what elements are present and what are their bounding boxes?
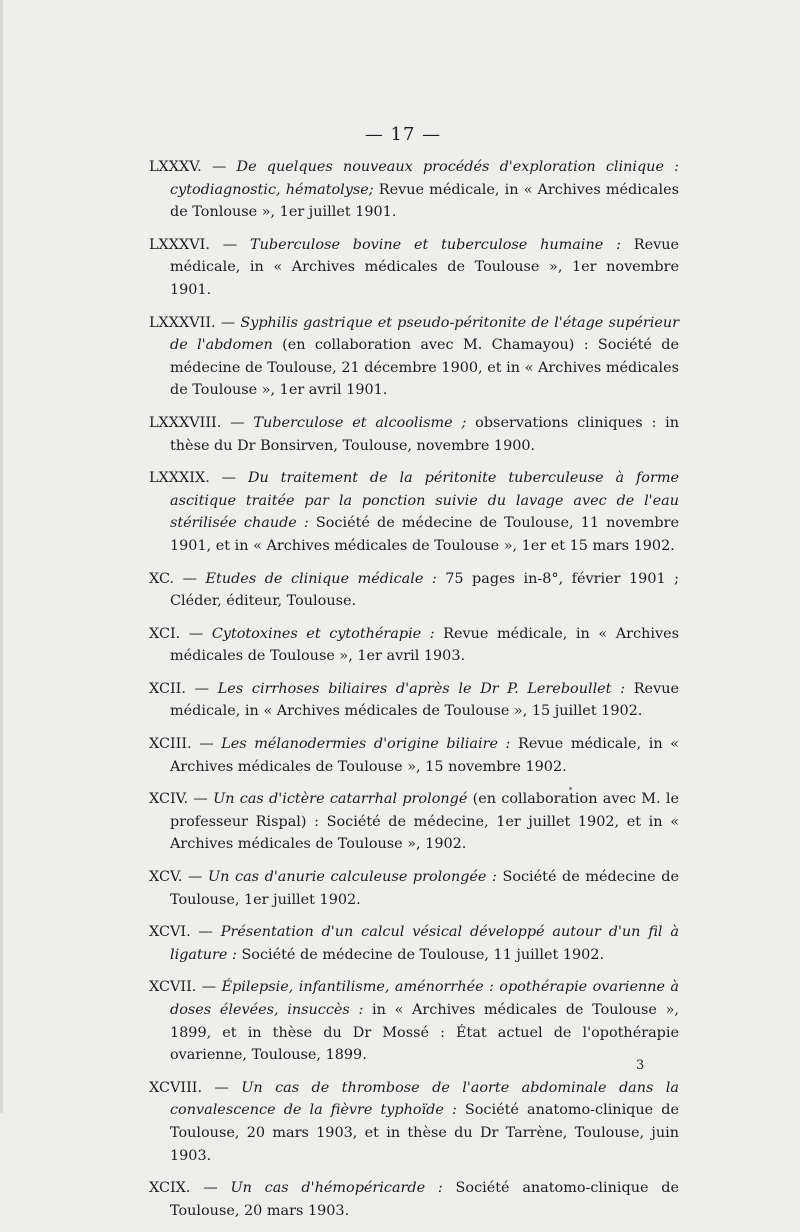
entry-details: Revue médicale, in « Archives médicales de Toulouse », 15 juillet 1902. (170, 680, 679, 720)
entry-number: LXXXV. (149, 159, 202, 175)
entry-details: Revue médicale, in « Archives médicales de Toulouse », 1er novembre 1901. (170, 236, 680, 298)
bibliography-list (149, 156, 679, 1232)
entry-details: 75 pages in-8°, février 1901 ; Cléder, éditeur, Toulouse. (170, 570, 680, 610)
entry-title: Cytotoxines et cytothérapie : (211, 625, 435, 642)
bibliography-entry: LXXXV. — De quelques nouveaux procédés d'exploration clinique : cytodiagnostic, hématolyse; Revue médicale, in « Archives médicales de Tonlouse », 1er juillet 1901. (149, 159, 680, 221)
entry-details: Société de médecine de Toulouse, 11 juillet 1902. (236, 946, 605, 963)
entry-title: Tuberculose bovine et tuberculose humaine : (250, 236, 621, 253)
entry-details: Société de médecine de Toulouse, 1er juillet 1902. (170, 869, 680, 908)
entry-number: XCVII. (149, 979, 197, 996)
bibliography-entry: XC. — Etudes de clinique médicale : 75 pages in-8°, février 1901 ; Cléder, éditeur, Toulouse. (149, 570, 680, 610)
signature-mark: 3 (636, 1058, 645, 1073)
bibliography-entry: XCII. — Les cirrhoses biliaires d'après le Dr P. Lereboullet : Revue médicale, in « Archives médicales de Toulouse », 15 juillet 1902. (149, 680, 679, 720)
bibliography-entry: XCIX. — Un cas d'hémopéricarde : Société anatomo-clinique de Toulouse, 20 mars 1903. (149, 1180, 680, 1219)
bibliography-entry: XCI. — Cytotoxines et cytothérapie : Revue médicale, in « Archives médicales de Toulouse », 1er avril 1903. (149, 625, 679, 665)
entry-number: XCIII. (149, 736, 192, 753)
entry-title: Un cas d'anurie calculeuse prolongée : (208, 869, 497, 886)
entry-title: Un cas d'hémopéricarde : (230, 1180, 443, 1197)
entry-title: Un cas de thrombose de l'aorte abdominale dans la convalescence de la fièvre typhoïde : (170, 1079, 679, 1119)
entry-number: XC. (149, 570, 175, 587)
entry-number: LXXXVIII. (149, 414, 222, 431)
paper-speck (569, 787, 572, 790)
entry-details: in « Archives médicales de Toulouse », 1899, et in thèse du Dr Mossé : État actuel de l'opothérapie ovarienne, Toulouse, 1899. (170, 1002, 679, 1064)
entry-details: Société de médecine de Toulouse, 11 novembre 1901, et in « Archives médicales de Toulouse », 1er et 15 mars 1902. (170, 515, 679, 554)
entry-details: Société anatomo-clinique de Toulouse, 20 mars 1903, et in thèse du Dr Tarrène, Toulouse, juin 1903. (170, 1102, 679, 1164)
entry-title: Syphilis gastrique et pseudo-péritonite de l'étage supérieur de l'abdomen (170, 314, 680, 354)
bibliography-entry: XCVII. — Épilepsie, infantilisme, aménorrhée : opothérapie ovarienne à doses élevées, insuccès : in « Archives médicales de Toulouse », 1899, et in thèse du Dr Mossé : État actuel de l'opothérapie ovarienne, Toulouse, 1899. (149, 979, 680, 1064)
bibliography-entry: LXXXIX. — Du traitement de la péritonite tuberculeuse à forme ascitique traitée par la ponction suivie du lavage avec de l'eau stérilisée chaude : Société de médecine de Toulouse, 11 novembre 1901, et in « Archives médicales de Toulouse », 1er et 15 mars 1902. (149, 470, 679, 554)
entry-title: Épilepsie, infantilisme, aménorrhée : opothérapie ovarienne à doses élevées, insuccès : (170, 979, 680, 1018)
entry-number: XCIX. (149, 1180, 191, 1197)
bibliography-entry: LXXXVI. — Tuberculose bovine et tuberculose humaine : Revue médicale, in « Archives médicales de Toulouse », 1er novembre 1901. (149, 236, 680, 298)
bibliography-entry: XCVI. — Présentation d'un calcul vésical développé autour d'un fil à ligature : Société de médecine de Toulouse, 11 juillet 1902. (149, 924, 679, 963)
entry-number: XCV. (149, 869, 183, 886)
entry-number: XCVI. (149, 924, 191, 941)
entry-title: Présentation d'un calcul vésical développé autour d'un fil à ligature : (170, 924, 679, 963)
entry-details: Revue médicale, in « Archives médicales de Toulouse », 1er avril 1903. (170, 625, 679, 665)
entry-number: XCIV. (149, 791, 189, 808)
entry-title: Tuberculose et alcoolisme ; (253, 414, 467, 431)
entry-details: Revue médicale, in « Archives médicales de Tonlouse », 1er juillet 1901. (170, 181, 679, 221)
entry-title: Les mélanodermies d'origine biliaire : (221, 736, 511, 753)
entry-number: XCI. (149, 625, 181, 642)
bibliography-entry: XCIV. — Un cas d'ictère catarrhal prolongé (en collaboration avec M. le professeur Rispal) : Société de médecine, 1er juillet 1902, et in « Archives médicales de Toulouse », 1902. (149, 791, 679, 853)
entry-title: Un cas d'ictère catarrhal prolongé (213, 791, 468, 808)
page-header-number: — 17 — (364, 124, 442, 145)
entry-title: Les cirrhoses biliaires d'après le Dr P. Lereboullet : (217, 680, 626, 697)
entry-title: De quelques nouveaux procédés d'exploration clinique : cytodiagnostic, hématolyse; (170, 159, 680, 198)
entry-details: Revue médicale, in « Archives médicales de Toulouse », 15 novembre 1902. (170, 736, 679, 775)
entry-details: (en collaboration avec M. Chamayou) : Société de médecine de Toulouse, 21 décembre 1900, et in « Archives médicales de Toulouse », 1er avril 1901. (170, 337, 679, 399)
bibliography-entry: XCV. — Un cas d'anurie calculeuse prolongée : Société de médecine de Toulouse, 1er juillet 1902. (149, 869, 680, 908)
bibliography-entry: LXXXVIII. — Tuberculose et alcoolisme ; observations cliniques : in thèse du Dr Bonsirven, Toulouse, novembre 1900. (149, 414, 679, 454)
entry-details: Société anatomo-clinique de Toulouse, 20 mars 1903. (170, 1180, 680, 1219)
entry-title: Etudes de clinique médicale : (205, 570, 437, 587)
entry-number: LXXXVI. (149, 236, 210, 253)
bibliography-entry: XCVIII. — Un cas de thrombose de l'aorte abdominale dans la convalescence de la fièvre typhoïde : Société anatomo-clinique de Toulouse, 20 mars 1903, et in thèse du Dr Tarrène, Toulouse, juin 1903. (149, 1079, 679, 1164)
entry-details: (en collaboration avec M. le professeur Rispal) : Société de médecine, 1er juillet 1902, et in « Archives médicales de Toulouse », 1902. (170, 791, 679, 853)
entry-number: LXXXIX. (149, 470, 210, 487)
bibliography-entry: XCIII. — Les mélanodermies d'origine biliaire : Revue médicale, in « Archives médicales de Toulouse », 15 novembre 1902. (149, 736, 679, 775)
entry-details: observations cliniques : in thèse du Dr Bonsirven, Toulouse, novembre 1900. (170, 414, 679, 454)
entry-number: XCVIII. (149, 1079, 203, 1096)
entry-title: Du traitement de la péritonite tuberculeuse à forme ascitique traitée par la ponction suivie du lavage avec de l'eau stérilisée chaude : (170, 470, 679, 532)
entry-number: LXXXVII. (149, 314, 216, 331)
bibliography-entry: LXXXVII. — Syphilis gastrique et pseudo-péritonite de l'étage supérieur de l'abdomen (en collaboration avec M. Chamayou) : Société de médecine de Toulouse, 21 décembre 1900, et in « Archives médicales de Toulouse », 1er avril 1901. (149, 314, 680, 399)
entry-number: XCII. (149, 680, 186, 697)
